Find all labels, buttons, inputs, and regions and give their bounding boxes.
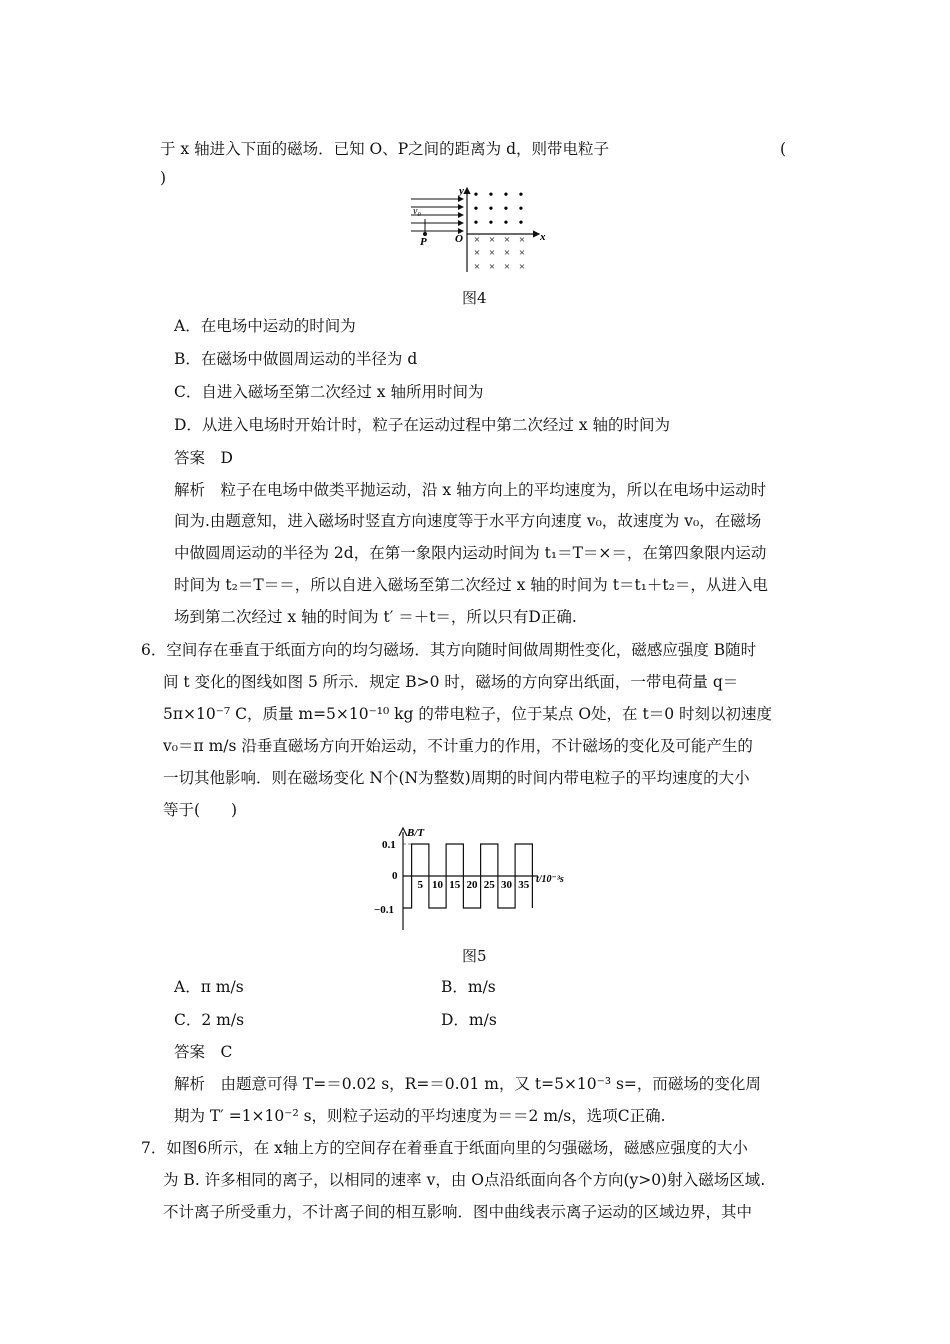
fig5-xtick-label: 5: [417, 879, 423, 891]
fig4-label-o: O: [455, 233, 463, 245]
q6-option-b: B．m/s: [441, 978, 496, 996]
field-cross: ×: [503, 234, 511, 246]
field-dots: [474, 188, 524, 231]
fig5-xtick-label: 20: [466, 879, 478, 891]
fig4-label-p: P: [420, 236, 427, 248]
field-dot: •: [473, 216, 479, 231]
figure-4-caption: 图4: [462, 289, 487, 307]
field-cross: ×: [473, 247, 481, 259]
q6-analysis-line: 期为 T′ =1×10⁻² s，则粒子运动的平均速度为＝＝2 m/s，选项C正确.: [174, 1107, 666, 1125]
q6-answer: 答案 C: [174, 1043, 233, 1061]
fig5-xtick-labels: [418, 879, 530, 891]
fig5-xtick-label: 30: [501, 879, 512, 891]
q5-option-d: D．从进入电场时开始计时，粒子在运动过程中第二次经过 x 轴的时间为: [174, 416, 671, 434]
field-dot: •: [488, 188, 494, 203]
answer-paren-open: (: [780, 140, 787, 158]
q6-stem-line: 间 t 变化的图线如图 5 所示．规定 B>0 时，磁场的方向穿出纸面，一带电荷量 q＝: [163, 673, 739, 691]
field-cross: ×: [473, 261, 481, 273]
q5-analysis-line: 中做圆周运动的半径为 2d，在第一象限内运动时间为 t₁＝T＝×＝，在第四象限内运动: [174, 544, 767, 562]
fig5-ytick-pos: 0.1: [382, 839, 396, 851]
q6-option-d: D．m/s: [441, 1011, 497, 1029]
q5-analysis-line: 间为.由题意知，进入磁场时竖直方向速度等于水平方向速度 v₀，故速度为 v₀，在磁场: [174, 512, 762, 530]
fig5-ylabel: B/T: [407, 827, 425, 839]
fig5-origin: 0: [392, 870, 398, 882]
q5-option-b: B．在磁场中做圆周运动的半径为 d: [174, 350, 418, 368]
field-crosses: [474, 234, 525, 273]
field-cross: ×: [503, 261, 511, 273]
fig4-label-x: x: [540, 231, 546, 243]
q6-stem-line: 等于( ): [163, 801, 238, 819]
q5-analysis-line: 时间为 t₂＝T＝＝，所以自进入磁场至第二次经过 x 轴的时间为 t＝t₁＋t₂＝，从进入电: [174, 576, 768, 594]
q5-analysis-line: 解析 粒子在电场中做类平抛运动，沿 x 轴方向上的平均速度为，所以在电场中运动时: [174, 481, 767, 499]
fig5-xtick-label: 35: [518, 879, 530, 891]
field-cross: ×: [488, 261, 496, 273]
q6-option-a: A．π m/s: [174, 978, 244, 996]
figure-5-chart: [360, 822, 600, 934]
field-cross: ×: [518, 247, 526, 259]
q7-stem-line: 7．如图6所示，在 x轴上方的空间存在着垂直于纸面向里的匀强磁场，磁感应强度的大小: [141, 1139, 748, 1157]
q6-analysis-line: 解析 由题意可得 T=＝0.02 s，R=＝0.01 m，又 t=5×10⁻³ s=，而磁场的变化周: [174, 1075, 761, 1093]
q6-stem-line: 一切其他影响．则在磁场变化 N个(N为整数)周期的时间内带电粒子的平均速度的大小: [163, 769, 750, 787]
fig5-xlabel: t/10⁻³s: [536, 874, 564, 885]
q6-stem-line: 5π×10⁻⁷ C，质量 m=5×10⁻¹⁰ kg 的带电粒子，位于某点 O处，在 t＝0 时刻以初速度: [163, 705, 772, 723]
field-cross: ×: [503, 247, 511, 259]
fig5-xtick-label: 10: [432, 879, 443, 891]
q5-option-c: C．自进入磁场至第二次经过 x 轴所用时间为: [174, 383, 484, 401]
q6-option-c: C．2 m/s: [174, 1011, 245, 1029]
field-dot: •: [518, 216, 524, 231]
q7-stem-line: 为 B. 许多相同的离子，以相同的速率 v，由 O点沿纸面向各个方向(y>0)射入磁场区域.: [163, 1171, 766, 1189]
q5-option-a: A．在电场中运动的时间为: [174, 317, 356, 335]
field-dot: •: [503, 202, 509, 217]
figure-5-caption: 图5: [462, 947, 487, 965]
q5-answer: 答案 D: [174, 449, 233, 467]
fig5-xtick-label: 15: [449, 879, 461, 891]
field-dot: •: [518, 202, 524, 217]
field-dot: •: [473, 202, 479, 217]
field-cross: ×: [488, 234, 496, 246]
field-dot: •: [518, 188, 524, 203]
field-cross: ×: [518, 261, 526, 273]
field-dot: •: [473, 188, 479, 203]
fig5-ytick-neg: −0.1: [374, 904, 395, 916]
field-cross: ×: [488, 247, 496, 259]
fig4-label-y: y: [459, 185, 464, 197]
fig5-xtick-label: 25: [483, 879, 495, 891]
field-cross: ×: [518, 234, 526, 246]
field-dot: •: [488, 202, 494, 217]
field-dot: •: [488, 216, 494, 231]
fig4-label-v0: v₀: [413, 206, 421, 217]
q7-stem-line: 不计离子所受重力，不计离子间的相互影响．图中曲线表示离子运动的区域边界，其中: [163, 1203, 753, 1221]
field-cross: ×: [473, 234, 481, 246]
answer-paren-close: ): [160, 169, 167, 187]
q6-stem-line: 6．空间存在垂直于纸面方向的均匀磁场．其方向随时间做周期性变化，磁感应强度 B随时: [141, 641, 757, 659]
q6-stem-line: v₀＝π m/s 沿垂直磁场方向开始运动，不计重力的作用，不计磁场的变化及可能产生的: [163, 737, 753, 755]
figure-4: [405, 182, 555, 277]
field-dot: •: [503, 216, 509, 231]
field-dot: •: [503, 188, 509, 203]
q5-analysis-line: 场到第二次经过 x 轴的时间为 t′ ＝＋t＝，所以只有D正确.: [174, 608, 577, 626]
intro-line: 于 x 轴进入下面的磁场．已知 O、P之间的距离为 d，则带电粒子: [160, 140, 610, 158]
